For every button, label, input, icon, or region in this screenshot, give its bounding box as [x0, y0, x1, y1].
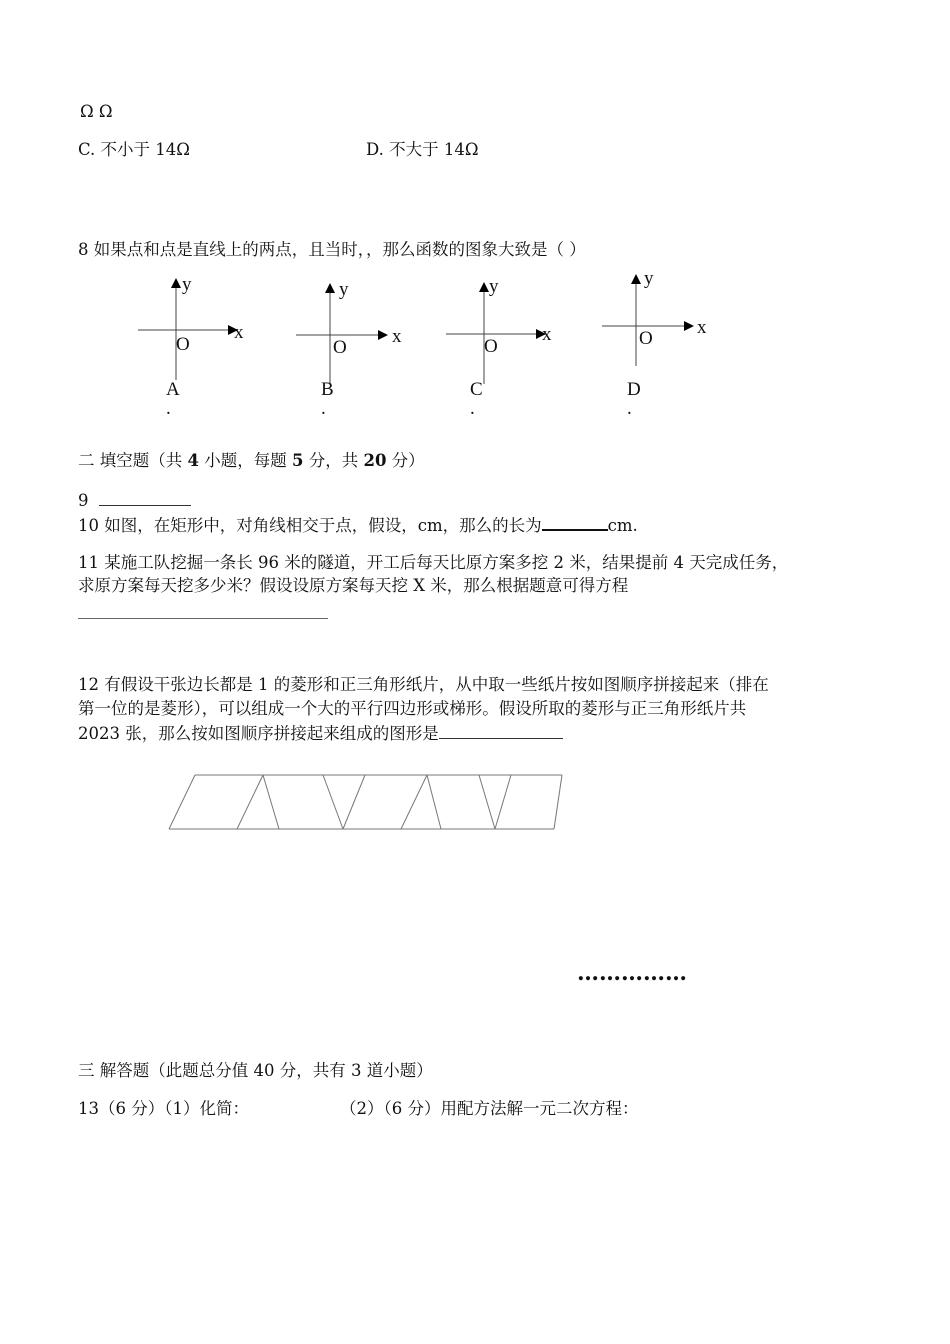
q8-graph-b-dot: .	[321, 398, 326, 419]
q10-text: 10 如图，在矩形中，对角线相交于点，假设，cm，那么的长为	[78, 516, 542, 535]
q8-graph-b-origin: O	[333, 337, 347, 358]
q8-graph-a-option-label: A	[166, 379, 180, 400]
q12-line1: 12 有假设干张边长都是 1 的菱形和正三角形纸片，从中取一些纸片按如图顺序拼接起来（排在	[78, 675, 769, 694]
q8-graph-d-dot: .	[627, 398, 632, 419]
q9-answer-blank[interactable]	[99, 489, 191, 506]
q8-graph-d-x-label: x	[697, 317, 707, 338]
q10-unit: cm.	[607, 516, 638, 535]
q8-graph-b-y-label: y	[339, 279, 349, 300]
q7-option-c: C. 不小于 14Ω	[78, 140, 190, 159]
q8-graph-d-option-label: D	[627, 379, 641, 400]
q8-graph-d-y-label: y	[644, 268, 654, 289]
q10	[78, 513, 638, 537]
section2-heading: 二 填空题（共 4 小题，每题 5 分，共 20 分）	[78, 451, 425, 470]
q8-graph-c-option-label: C	[470, 379, 483, 400]
q8-graph-a-origin: O	[176, 334, 190, 355]
section2-points-each: 5	[291, 451, 304, 470]
q10-answer-blank[interactable]	[542, 513, 608, 531]
q12-ellipsis: ……………	[577, 960, 687, 986]
q8-graph-d-origin: O	[639, 328, 653, 349]
section3-heading: 三 解答题（此题总分值 40 分，共有 3 道小题）	[78, 1061, 433, 1080]
q8-graph-a-y-label: y	[182, 274, 192, 295]
q8-graph-c-y-label: y	[489, 276, 499, 297]
q9	[78, 489, 191, 512]
section2-points-total: 20	[363, 451, 387, 470]
q7-ohm-line: Ω Ω	[80, 102, 113, 121]
q12-answer-blank[interactable]	[439, 722, 563, 739]
q8-graph-b-x-label: x	[392, 326, 402, 347]
q8-graph-c-origin: O	[484, 336, 498, 357]
q11-answer-blank[interactable]	[78, 618, 328, 619]
q9-number: 9	[78, 491, 89, 510]
q12-line2: 第一位的是菱形），可以组成一个大的平行四边形或梯形。假设所取的菱形与正三角形纸片共	[78, 699, 747, 718]
q8-graph-c-dot: .	[470, 398, 475, 419]
q11-line1: 11 某施工队挖掘一条长 96 米的隧道，开工后每天比原方案多挖 2 米，结果提前 4 天完成任务，	[78, 553, 789, 572]
q13-part1: 13（6 分）（1）化简：	[78, 1099, 249, 1118]
q8-graph-b-option-label: B	[321, 379, 334, 400]
q13-part2: （2）（6 分）用配方法解一元二次方程：	[340, 1099, 639, 1118]
q8-graph-c-x-label: x	[542, 324, 552, 345]
q8-graph-a-dot: .	[166, 398, 171, 419]
q12-line3: 2023 张，那么按如图顺序拼接起来组成的图形是	[78, 722, 563, 745]
q11-line2: 求原方案每天挖多少米？假设设原方案每天挖 X 米，那么根据题意可得方程	[78, 576, 629, 595]
q7-option-d: D. 不大于 14Ω	[366, 140, 479, 159]
q8-graph-a-x-label: x	[234, 322, 244, 343]
q12-tiling-figure	[165, 770, 565, 834]
q8-question: 8 如果点和点是直线上的两点，且当时，，那么函数的图象大致是（ ）	[78, 240, 586, 259]
section2-count: 4	[187, 451, 199, 470]
